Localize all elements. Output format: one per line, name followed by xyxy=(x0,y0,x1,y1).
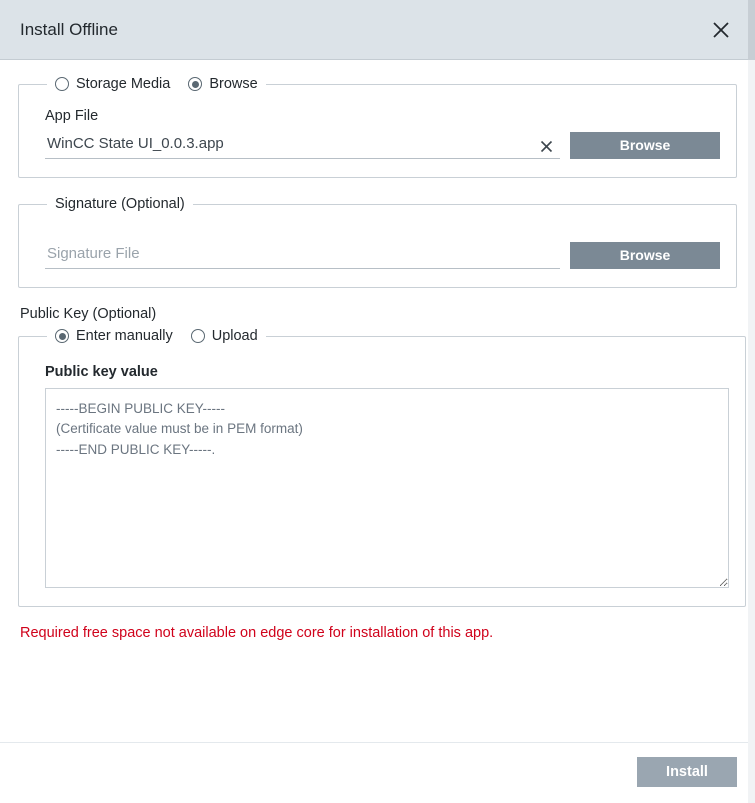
radio-upload-label: Upload xyxy=(211,328,258,344)
radio-storage-media-indicator xyxy=(55,77,69,91)
radio-enter-manually[interactable] xyxy=(55,328,173,344)
radio-storage-media[interactable] xyxy=(55,76,170,92)
dialog-body xyxy=(0,60,755,742)
page-scrollbar[interactable] xyxy=(748,0,755,803)
radio-upload-indicator xyxy=(191,329,205,343)
dialog-title: Install Offline xyxy=(20,19,118,39)
signature-file-browse-button[interactable]: Browse xyxy=(570,242,720,269)
public-key-value-label: Public key value xyxy=(45,364,158,380)
radio-storage-media-label: Storage Media xyxy=(76,76,171,92)
app-file-input-wrap xyxy=(45,133,560,159)
radio-browse[interactable] xyxy=(188,76,257,92)
app-file-label: App File xyxy=(45,108,99,124)
error-message: Required free space not available on edge core for installation of this app. xyxy=(20,625,494,641)
signature-file-input[interactable] xyxy=(45,243,560,269)
signature-file-input-wrap xyxy=(45,243,560,269)
radio-enter-manually-indicator xyxy=(55,329,69,343)
public-key-value-textarea[interactable] xyxy=(45,388,729,588)
public-key-section-title: Public Key (Optional) xyxy=(20,306,157,322)
signature-group xyxy=(18,196,737,288)
public-key-group xyxy=(18,328,746,607)
radio-browse-label: Browse xyxy=(209,76,258,92)
signature-group-legend-label: Signature (Optional) xyxy=(55,196,185,212)
page-scrollbar-thumb[interactable] xyxy=(748,0,755,60)
app-file-row xyxy=(45,132,720,159)
signature-group-legend xyxy=(47,196,193,212)
source-group xyxy=(18,76,737,178)
public-key-group-legend xyxy=(47,328,266,344)
radio-browse-indicator xyxy=(188,77,202,91)
radio-upload[interactable] xyxy=(191,328,258,344)
install-button[interactable]: Install xyxy=(637,757,737,787)
source-group-legend xyxy=(47,76,266,92)
app-file-input[interactable] xyxy=(45,133,560,159)
clear-icon[interactable] xyxy=(538,138,554,154)
radio-enter-manually-label: Enter manually xyxy=(76,328,173,344)
signature-file-row xyxy=(45,242,720,269)
dialog-footer xyxy=(0,742,755,803)
app-file-browse-button[interactable]: Browse xyxy=(570,132,720,159)
dialog-titlebar xyxy=(0,0,755,60)
close-icon[interactable] xyxy=(707,16,735,44)
